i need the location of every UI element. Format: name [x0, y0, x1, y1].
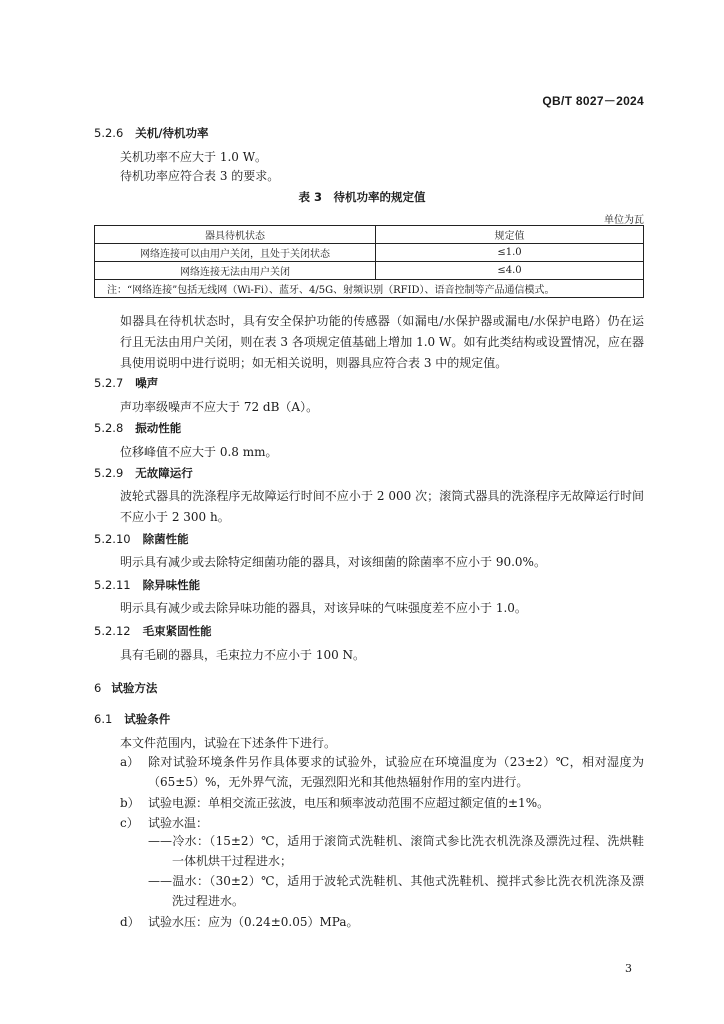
section-heading-6-1 — [94, 711, 170, 727]
list-label-d: d） — [120, 915, 140, 929]
section-number: 5.2.10 — [94, 532, 131, 546]
section-number: 6 — [94, 681, 102, 695]
section-number: 5.2.7 — [94, 376, 124, 390]
list-item-a: 除对试验环境条件另作具体要求的试验外，试验应在环境温度为（23±2）℃，相对湿度为（65±5）%，无外界气流，无强烈阳光和其他热辐射作用的室内进行。 — [148, 755, 644, 789]
section-heading-6 — [94, 680, 157, 696]
standard-code: QB/T 8027－2024 — [542, 94, 644, 108]
page-number: 3 — [625, 962, 632, 975]
section-number: 5.2.11 — [94, 578, 131, 592]
table-note: 注：“网络连接”包括无线网（Wi-Fi）、蓝牙、4/5G、射频识别（RFID）、语音控制等产品通信模式。 — [95, 280, 644, 298]
table-row — [95, 244, 644, 262]
section-title: 噪声 — [135, 376, 159, 390]
section-title: 除菌性能 — [142, 532, 189, 546]
paragraph: 本文件范围内，试验在下述条件下进行。 — [120, 736, 337, 750]
table-unit: 单位为瓦 — [604, 215, 644, 226]
section-number: 5.2.6 — [94, 126, 124, 140]
paragraph: 明示具有减少或去除异味功能的器具，对该异味的气味强度差不应小于 1.0。 — [120, 601, 527, 615]
paragraph: 位移峰值不应大于 0.8 mm。 — [120, 445, 278, 459]
paragraph: 明示具有减少或去除特定细菌功能的器具，对该细菌的除菌率不应小于 90.0%。 — [120, 555, 546, 569]
paragraph: 如器具在待机状态时，具有安全保护功能的传感器（如漏电/水保护器或漏电/水保护电路）仍在运行且无法由用户关闭，则在表 3 各项规定值基础上增加 1.0 W。如有此类结构或设置情况，应在器具使用说明中进行说明；如无相关说明，则器具应符合表 3 中的规定值。 — [120, 314, 644, 370]
section-title: 除异味性能 — [142, 578, 201, 592]
table-cell: ≤4.0 — [376, 262, 644, 280]
section-heading-5-2-11 — [94, 577, 200, 593]
section-heading-5-2-10 — [94, 531, 189, 547]
section-number: 5.2.9 — [94, 466, 124, 480]
table-row — [95, 262, 644, 280]
table-header-row — [95, 226, 644, 244]
section-title: 毛束紧固性能 — [142, 624, 212, 638]
sub-list-item-cold-water: ——冷水：（15±2）℃，适用于滚筒式洗鞋机、滚筒式参比洗衣机洗涤及漂洗过程、洗烘鞋一体机烘干过程进水； — [148, 834, 644, 868]
paragraph: 待机功率应符合表 3 的要求。 — [120, 169, 280, 183]
section-heading-5-2-12 — [94, 623, 212, 639]
section-title: 振动性能 — [135, 421, 182, 435]
table-cell: ≤1.0 — [376, 244, 644, 262]
list-item-c: 试验水温： — [148, 816, 209, 830]
paragraph: 具有毛刷的器具，毛束拉力不应小于 100 N。 — [120, 648, 366, 662]
list-label-a: a） — [120, 755, 140, 769]
list-item-d: 试验水压：应为（0.24±0.05）MPa。 — [148, 915, 359, 929]
paragraph: 波轮式器具的洗涤程序无故障运行时间不应小于 2 000 次；滚筒式器具的洗涤程序无故障运行时间不应小于 2 300 h。 — [120, 489, 644, 524]
section-title: 无故障运行 — [135, 466, 193, 480]
section-title: 关机/待机功率 — [135, 126, 209, 140]
section-heading-5-2-9 — [94, 465, 193, 481]
paragraph: 声功率级噪声不应大于 72 dB（A）。 — [120, 400, 319, 414]
section-title: 试验条件 — [124, 712, 171, 726]
table-title: 表 3 待机功率的规定值 — [298, 190, 426, 204]
section-heading-5-2-6 — [94, 125, 208, 141]
list-label-c: c） — [120, 816, 139, 830]
section-title: 试验方法 — [111, 681, 158, 695]
standby-power-table — [94, 225, 644, 298]
table-cell: 网络连接无法由用户关闭 — [95, 262, 376, 280]
section-number: 5.2.12 — [94, 624, 131, 638]
section-number: 5.2.8 — [94, 421, 124, 435]
list-item-b: 试验电源：单相交流正弦波，电压和频率波动范围不应超过额定值的±1%。 — [148, 796, 550, 810]
section-heading-5-2-8 — [94, 420, 181, 436]
sub-list-item-warm-water: ——温水：（30±2）℃，适用于波轮式洗鞋机、其他式洗鞋机、搅拌式参比洗衣机洗涤及漂洗过程进水。 — [148, 874, 644, 908]
paragraph: 关机功率不应大于 1.0 W。 — [120, 150, 268, 164]
list-label-b: b） — [120, 796, 140, 810]
table-cell: 网络连接可以由用户关闭，且处于关闭状态 — [95, 244, 376, 262]
table-header-cell: 器具待机状态 — [95, 226, 376, 244]
table-note-row — [95, 280, 644, 298]
section-heading-5-2-7 — [94, 375, 158, 391]
table-header-cell: 规定值 — [376, 226, 644, 244]
section-number: 6.1 — [94, 712, 113, 726]
